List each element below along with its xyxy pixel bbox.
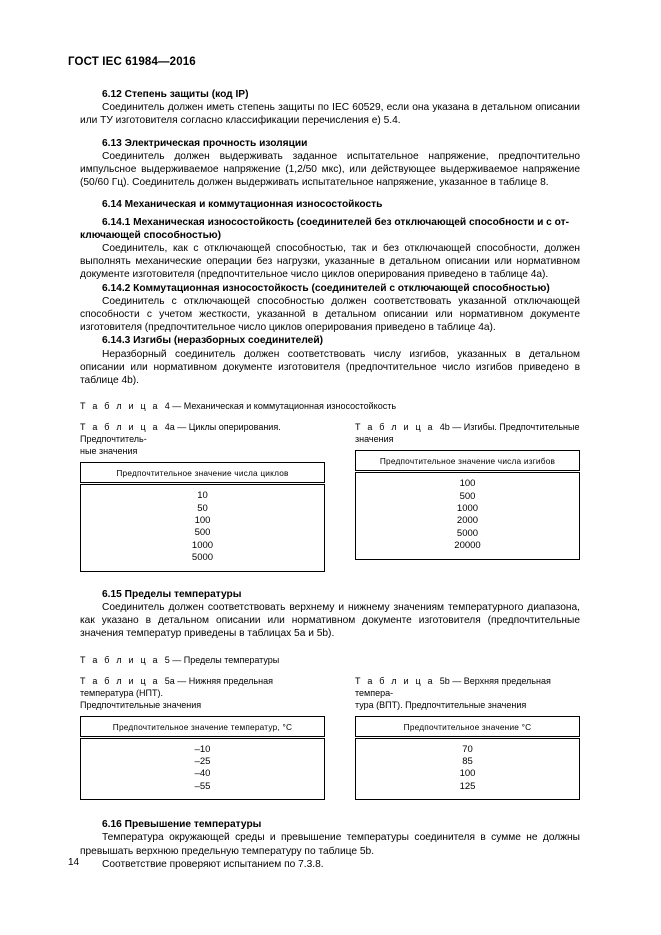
table-row: [81, 515, 325, 527]
caption-number: 5: [164, 654, 170, 665]
table-cell: 20000: [454, 540, 481, 552]
caption-label: Т а б л и ц а: [80, 422, 160, 433]
section-paragraph-6-12: Соединитель должен иметь степень защиты по IEC 60529, если она указана в детальном описании или ТУ изготовителя согласно классификации перечисления e) 5.4.: [80, 102, 580, 127]
section-heading-6-14: 6.14 Механическая и коммутационная износостойкость: [102, 199, 383, 211]
caption-title: Механическая и коммутационная износостойкость: [183, 401, 397, 412]
table-row: [81, 768, 325, 780]
table-5a-body: [81, 737, 325, 800]
table-block-5a: [80, 675, 325, 801]
spacer: [80, 189, 580, 198]
table-row: [81, 781, 325, 800]
caption-table-4b: [355, 421, 580, 445]
section-heading-6-13: 6.13 Электрическая прочность изоляции: [102, 137, 308, 149]
table-4a-body: [81, 484, 325, 571]
table-row: [356, 737, 580, 756]
table-cell: 5000: [456, 527, 479, 539]
section-heading-6-12: 6.12 Степень защиты (код IP): [102, 89, 249, 100]
table-4b-column-header: Предпочтительное значение числа изгибов: [356, 451, 580, 472]
section-paragraph-6-13: Соединитель должен выдерживать заданное испытательное напряжение, предпочтительно импульсное выдерживаемое напряжение (1,2/50 мкс), или действующее выдерживаемое напряжение (50/60 Гц). Соединитель должен выдерживать испытательное напряжение, указанное в таблице 8.: [80, 150, 580, 189]
section-heading-6-14-3: 6.14.3 Изгибы (неразборных соединителей): [102, 335, 324, 347]
caption-title: Пределы температуры: [183, 654, 280, 665]
table-pair-4a-4b: [80, 421, 580, 571]
table-cell: 5000: [191, 552, 214, 564]
table-row: [81, 737, 325, 756]
caption-dash: —: [172, 401, 182, 412]
table-4b: [355, 450, 580, 559]
table-4a-column-header: Предпочтительное значение числа циклов: [81, 463, 325, 484]
spacer: [80, 128, 580, 137]
table-block-4b: [355, 421, 580, 571]
caption-dash: —: [177, 675, 187, 686]
table-header-row: [356, 451, 580, 472]
caption-dash: —: [452, 422, 462, 433]
table-cell: 100: [459, 478, 476, 490]
table-cell: 100: [459, 768, 476, 780]
spacer: [80, 641, 580, 654]
table-cell: 125: [459, 780, 476, 792]
page-number: 14: [68, 857, 80, 868]
table-cell: –25: [194, 755, 211, 767]
table-row: [356, 756, 580, 768]
caption-number: 4: [164, 401, 170, 412]
caption-dash: —: [452, 675, 462, 686]
table-row: [81, 527, 325, 539]
section-heading-6-16: 6.16 Превышение температуры: [102, 819, 262, 831]
section-heading-6-15: 6.15 Пределы температуры: [102, 588, 242, 600]
table-row: [356, 515, 580, 527]
table-pair-5a-5b: [80, 675, 580, 801]
caption-dash: —: [172, 654, 182, 665]
document-body: [80, 88, 580, 871]
section-paragraph-6-14-3: Неразборный соединитель должен соответствовать числу изгибов, указанных в детальном описании или нормативном документе изготовителя (предпочтительное число изгибов приведено в таблице 4b).: [80, 348, 580, 387]
table-cell: 500: [194, 527, 211, 539]
caption-title: Нижняя предельная температура (НПТ).: [80, 675, 273, 698]
table-row: [81, 503, 325, 515]
table-cell: 85: [462, 755, 473, 767]
table-block-5b: [355, 675, 580, 801]
table-cell: 100: [194, 515, 211, 527]
caption-number: 4a: [164, 422, 175, 433]
table-row: [356, 491, 580, 503]
caption-table-5b: [355, 675, 580, 711]
section-heading-6-14-1-line1: 6.14.1 Механическая износостойкость (соединителей без отключающей способности и с от-: [102, 216, 570, 228]
caption-label: Т а б л и ц а: [80, 654, 160, 665]
table-row: [356, 768, 580, 780]
caption-number: 4b: [439, 422, 450, 433]
table-5b-column-header: Предпочтительное значение °С: [356, 716, 580, 737]
caption-title-line2: Предпочтительные значения: [80, 699, 202, 710]
table-5b: [355, 716, 580, 801]
caption-title: Циклы оперирования. Предпочтитель-: [80, 422, 281, 445]
caption-number: 5b: [439, 675, 450, 686]
spacer: [80, 412, 580, 421]
section-paragraph-6-16-b: Соответствие проверяют испытанием по 7.3.8.: [102, 858, 324, 870]
spacer: [80, 800, 580, 818]
table-header-row: [81, 716, 325, 737]
caption-title-line2: значения: [355, 434, 394, 445]
table-row: [356, 781, 580, 800]
caption-label: Т а б л и ц а: [80, 675, 160, 686]
table-row: [81, 756, 325, 768]
caption-number: 5a: [164, 675, 175, 686]
table-block-4a: [80, 421, 325, 571]
section-paragraph-6-16: Температура окружающей среды и превышение температуры соединителя в сумме не должны превышать верхнюю предельную температуру по таблице 5b.: [80, 832, 580, 857]
section-paragraph-6-15: Соединитель должен соответствовать верхнему и нижнему значениям температурного диапазона, как указано в детальном описании или нормативном документе изготовителя (предпочтительные значения температур приведены в таблицах 5a и 5b).: [80, 601, 580, 640]
table-cell: 2000: [456, 515, 479, 527]
section-paragraph-6-14-2: Соединитель с отключающей способностью должен соответствовать указанной отключающей способности с учетом жесткости, указанной в детальном описании или нормативном документе изготовителя (предпочтительное число циклов оперирования приведено в таблице 4a).: [80, 295, 580, 334]
table-header-row: [356, 716, 580, 737]
caption-title-line2: тура (ВПТ). Предпочтительные значения: [355, 699, 527, 710]
table-row: [81, 552, 325, 571]
section-heading-6-14-2: 6.14.2 Коммутационная износостойкость (соединителей с отключающей способностью): [102, 282, 550, 294]
table-row: [356, 472, 580, 491]
caption-label: Т а б л и ц а: [355, 675, 435, 686]
table-cell: 10: [197, 490, 208, 502]
caption-label: Т а б л и ц а: [355, 422, 435, 433]
table-cell: 1000: [456, 503, 479, 515]
caption-table-4a: [80, 421, 325, 457]
caption-title-line2: ные значения: [80, 446, 138, 457]
spacer: [80, 666, 580, 675]
section-paragraph-6-14-1: Соединитель, как с отключающей способностью, так и без отключающей способности, должен выполнять механические операции без нагрузки, указанные в детальном описании или нормативном документе изготовителя (предпочтительное число циклов оперирования приведено в таблице 4a).: [80, 243, 580, 281]
table-cell: –40: [194, 768, 211, 780]
section-heading-6-14-1-line2: ключающей способностью): [80, 229, 221, 241]
table-header-row: [81, 463, 325, 484]
caption-table-5: [80, 654, 580, 666]
caption-title: Изгибы. Предпочтительные: [463, 422, 580, 433]
table-5a-column-header: Предпочтительное значение температур, °С: [81, 716, 325, 737]
table-cell: –10: [194, 743, 211, 755]
table-cell: 500: [459, 490, 476, 502]
table-cell: 1000: [191, 539, 214, 551]
table-5a: [80, 716, 325, 801]
table-cell: 50: [197, 502, 208, 514]
spacer: [80, 572, 580, 588]
table-row: [81, 484, 325, 503]
table-row: [356, 528, 580, 540]
caption-table-5a: [80, 675, 325, 711]
caption-table-4: [80, 400, 580, 412]
table-row: [356, 540, 580, 559]
caption-dash: —: [177, 422, 187, 433]
caption-label: Т а б л и ц а: [80, 401, 160, 412]
table-row: [356, 503, 580, 515]
table-cell: –55: [194, 780, 211, 792]
table-row: [81, 540, 325, 552]
table-4b-body: [356, 472, 580, 559]
spacer: [80, 387, 580, 400]
table-4a: [80, 462, 325, 571]
table-5b-body: [356, 737, 580, 800]
document-header: ГОСТ IEC 61984—2016: [68, 56, 196, 68]
caption-title: Верхняя предельная темпера-: [355, 675, 551, 698]
table-cell: 70: [462, 743, 473, 755]
